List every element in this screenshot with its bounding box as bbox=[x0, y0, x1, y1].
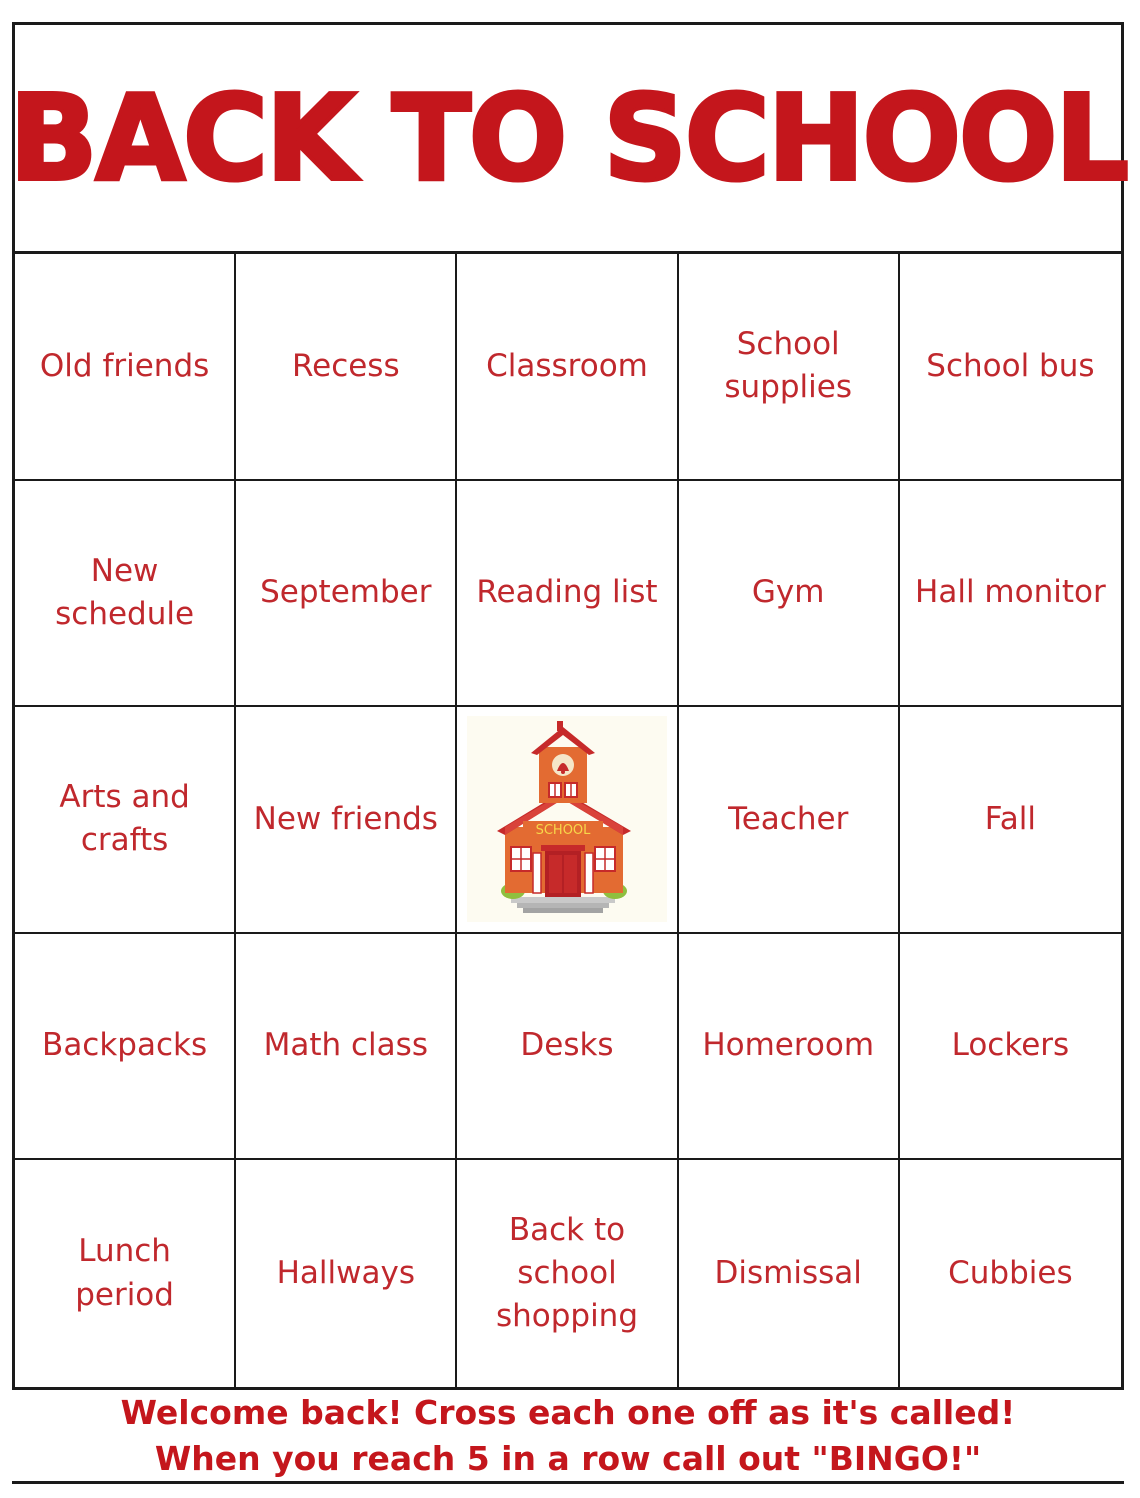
cell-label: Hall monitor bbox=[915, 574, 1106, 611]
cell-label: Cubbies bbox=[948, 1255, 1073, 1291]
cell-label: School supplies bbox=[724, 325, 852, 406]
bingo-cell[interactable] bbox=[679, 1160, 900, 1387]
cell-label: Hallways bbox=[276, 1255, 415, 1291]
bingo-cell[interactable] bbox=[236, 934, 457, 1161]
bingo-cell[interactable] bbox=[236, 481, 457, 708]
bingo-cell[interactable] bbox=[679, 254, 900, 481]
cell-label: Gym bbox=[751, 574, 825, 611]
bingo-cell[interactable] bbox=[15, 707, 236, 934]
bingo-cell[interactable] bbox=[15, 1160, 236, 1387]
bingo-cell[interactable] bbox=[15, 481, 236, 708]
bingo-cell[interactable] bbox=[15, 934, 236, 1161]
title-bar bbox=[9, 25, 1127, 254]
bingo-card bbox=[9, 22, 1127, 1390]
schoolhouse-icon bbox=[497, 721, 637, 917]
bingo-cell[interactable] bbox=[236, 707, 457, 934]
cell-label: Recess bbox=[291, 347, 400, 384]
bingo-cell[interactable] bbox=[457, 1160, 678, 1387]
instructions-line-1: Welcome back! Cross each one off as it's called! bbox=[120, 1393, 1016, 1432]
cell-label: Dismissal bbox=[714, 1255, 862, 1291]
bingo-cell[interactable] bbox=[236, 1160, 457, 1387]
free-space-background bbox=[467, 716, 667, 922]
bingo-cell[interactable] bbox=[679, 707, 900, 934]
cell-label: Fall bbox=[984, 800, 1036, 837]
bingo-cell[interactable] bbox=[900, 707, 1121, 934]
school-sign-text: SCHOOL bbox=[535, 823, 591, 839]
bingo-cell[interactable] bbox=[457, 254, 678, 481]
cell-label: Teacher bbox=[728, 800, 849, 837]
bingo-cell[interactable] bbox=[679, 934, 900, 1161]
cell-label: Backpacks bbox=[42, 1027, 208, 1064]
instructions bbox=[12, 1390, 1124, 1480]
bingo-cell[interactable] bbox=[900, 934, 1121, 1161]
bingo-cell[interactable] bbox=[900, 1160, 1121, 1387]
cell-label: New friends bbox=[253, 800, 438, 837]
bingo-cell[interactable] bbox=[457, 481, 678, 708]
bingo-cell[interactable] bbox=[900, 254, 1121, 481]
cell-label: Homeroom bbox=[702, 1027, 875, 1064]
instructions-line-2: When you reach 5 in a row call out "BINGO!" bbox=[154, 1439, 982, 1478]
bingo-cell[interactable] bbox=[900, 481, 1121, 708]
cell-label: Back to school shopping bbox=[495, 1211, 639, 1335]
cell-label: School bus bbox=[926, 347, 1095, 384]
bingo-cell[interactable] bbox=[457, 934, 678, 1161]
free-space-cell[interactable] bbox=[457, 707, 678, 934]
cell-label: Classroom bbox=[486, 347, 648, 384]
bingo-cell[interactable] bbox=[15, 254, 236, 481]
cell-label: Old friends bbox=[39, 347, 210, 384]
cell-label: Math class bbox=[263, 1027, 428, 1064]
cell-label: Lockers bbox=[951, 1027, 1070, 1064]
cell-label: Lunch period bbox=[75, 1233, 174, 1313]
bottom-divider bbox=[12, 1481, 1124, 1484]
cell-label: Arts and crafts bbox=[59, 779, 190, 859]
bingo-cell[interactable] bbox=[679, 481, 900, 708]
cell-label: September bbox=[260, 574, 432, 611]
bingo-grid bbox=[15, 254, 1121, 1387]
cell-label: New schedule bbox=[55, 552, 195, 632]
page-title: BACK TO SCHOOL bbox=[9, 69, 1127, 207]
bingo-cell[interactable] bbox=[236, 254, 457, 481]
cell-label: Desks bbox=[520, 1027, 614, 1064]
cell-label: Reading list bbox=[476, 574, 658, 611]
